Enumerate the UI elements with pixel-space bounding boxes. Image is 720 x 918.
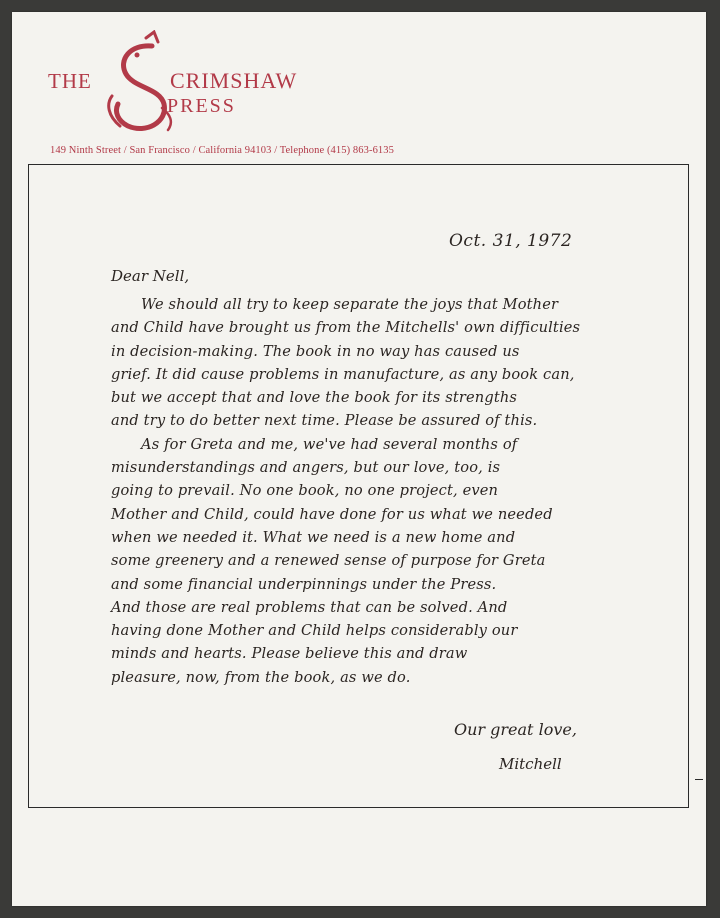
letter-signature: Mitchell — [499, 755, 562, 773]
logo-scrimshaw: CRIMSHAW — [170, 68, 298, 93]
letter-line: and Child have brought us from the Mitchells' own difficulties — [111, 319, 581, 337]
letter-line: Mother and Child, could have done for us what we needed — [111, 505, 553, 523]
scrimshaw-press-logo — [34, 30, 334, 140]
letter-line: and some financial underpinnings under the Press. — [111, 575, 497, 593]
letter-line: We should all try to keep separate the joys that Mother — [141, 296, 559, 313]
letter-line: and try to do better next time. Please be assured of this. — [111, 412, 538, 430]
letter-line: some greenery and a renewed sense of purpose for Greta — [111, 552, 546, 570]
letter-line: pleasure, now, from the book, as we do. — [111, 668, 411, 686]
letter-line: when we needed it. What we need is a new home and — [111, 528, 516, 546]
fish-emblem-icon — [109, 32, 171, 130]
letterhead — [12, 12, 706, 162]
letter-line: in decision-making. The book in no way has caused us — [111, 342, 520, 360]
letter-date: Oct. 31, 1972 — [449, 231, 573, 251]
letter-line: And those are real problems that can be solved. And — [111, 598, 508, 616]
letter-body — [111, 293, 580, 689]
letter-closing: Our great love, — [454, 720, 577, 739]
logo-press: PRESS — [167, 95, 236, 117]
letter-line: but we accept that and love the book for its strengths — [111, 389, 518, 407]
letter-line: misunderstandings and angers, but our love, too, is — [111, 459, 501, 477]
letter-salutation: Dear Nell, — [111, 267, 190, 285]
letter-line: grief. It did cause problems in manufacture, as any book can, — [111, 365, 575, 383]
letter-frame — [28, 164, 689, 808]
letter-line: having done Mother and Child helps considerably our — [111, 622, 518, 640]
letter-sheet — [12, 12, 706, 906]
fold-mark — [695, 779, 703, 780]
letterhead-address: 149 Ninth Street / San Francisco / California 94103 / Telephone (415) 863-6135 — [50, 145, 394, 156]
letter-line: minds and hearts. Please believe this and draw — [111, 645, 468, 663]
logo-the: THE — [48, 69, 92, 93]
letter-line: going to prevail. No one book, no one project, even — [111, 482, 499, 500]
letter-line: As for Greta and me, we've had several months of — [141, 435, 518, 453]
